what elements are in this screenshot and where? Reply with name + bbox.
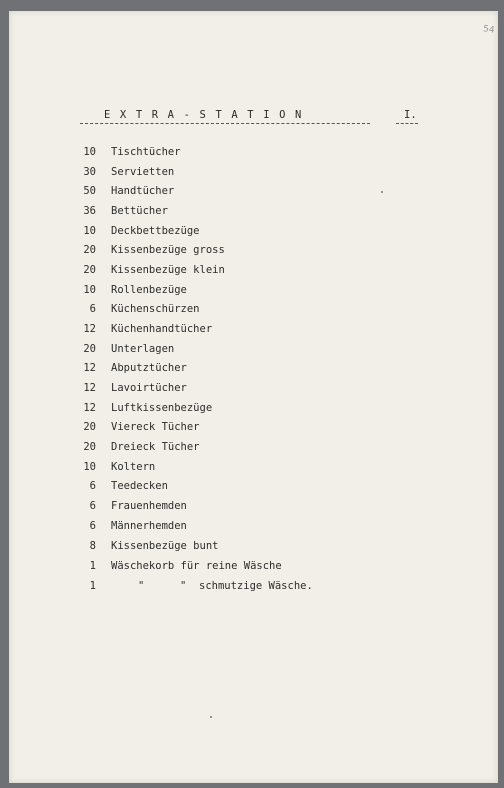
list-item [80,323,380,339]
list-item [80,146,380,162]
list-item [80,441,380,457]
item-name: Viereck Tücher [111,421,200,433]
list-item [80,382,380,398]
list-item [80,540,380,556]
item-name: Luftkissenbezüge [111,402,213,414]
item-quantity: 1 [89,580,96,592]
item-quantity: 20 [83,244,96,256]
list-item [80,225,380,241]
item-quantity: 6 [89,500,96,512]
item-quantity: 12 [83,362,96,374]
list-item [80,461,380,477]
item-name: Koltern [111,461,156,473]
list-item [80,343,380,359]
paper-speck [381,191,383,193]
list-item [80,303,380,319]
item-name: Servietten [111,166,175,178]
item-quantity: 10 [83,146,96,158]
list-item [80,402,380,418]
item-name: Deckbettbezüge [111,225,200,237]
item-quantity: 12 [83,402,96,414]
item-quantity: 12 [83,382,96,394]
list-item [80,284,380,300]
item-quantity: 6 [89,480,96,492]
list-item [80,205,380,221]
list-item [80,560,380,576]
item-name: Kissenbezüge gross [111,244,225,256]
item-name: Dreieck Tücher [111,441,200,453]
item-name: Kissenbezüge klein [111,264,225,276]
item-quantity: 30 [83,166,96,178]
list-item [80,421,380,437]
item-quantity: 20 [83,343,96,355]
list-item [80,480,380,496]
item-name: Frauenhemden [111,500,187,512]
item-quantity: 12 [83,323,96,335]
item-quantity: 6 [89,303,96,315]
item-quantity: 10 [83,225,96,237]
item-name: Abputztücher [111,362,187,374]
item-name: Lavoirtücher [111,382,187,394]
item-quantity: 20 [83,264,96,276]
heading-title: EXTRA-STATION [104,109,311,121]
list-item-ditto [80,580,380,596]
ditto-mark: " [138,580,145,592]
list-item [80,520,380,536]
item-name: Kissenbezüge bunt [111,540,219,552]
item-name: Unterlagen [111,343,175,355]
list-item [80,166,380,182]
ditto-mark: " [180,580,187,592]
item-quantity: 20 [83,441,96,453]
item-quantity: 10 [83,284,96,296]
item-quantity: 8 [89,540,96,552]
item-name: Küchenschürzen [111,303,200,315]
list-item [80,244,380,260]
item-name: Teedecken [111,480,168,492]
list-item [80,500,380,516]
item-name: Wäschekorb für reine Wäsche [111,560,282,572]
list-item [80,185,380,201]
paper-speck [210,716,212,718]
item-quantity: 10 [83,461,96,473]
item-name: Rollenbezüge [111,284,187,296]
item-name: Tischtücher [111,146,181,158]
item-quantity: 50 [83,185,96,197]
item-name: Küchenhandtücher [111,323,213,335]
list-item [80,264,380,280]
heading-numeral: I. [404,109,417,121]
page-number: 54 [482,24,496,36]
item-quantity: 20 [83,421,96,433]
item-name: Bettücher [111,205,168,217]
item-quantity: 36 [83,205,96,217]
item-name: Handtücher [111,185,175,197]
list-item [80,362,380,378]
item-quantity: 6 [89,520,96,532]
item-name: Männerhemden [111,520,187,532]
item-name: schmutzige Wäsche. [199,580,313,592]
item-quantity: 1 [89,560,96,572]
